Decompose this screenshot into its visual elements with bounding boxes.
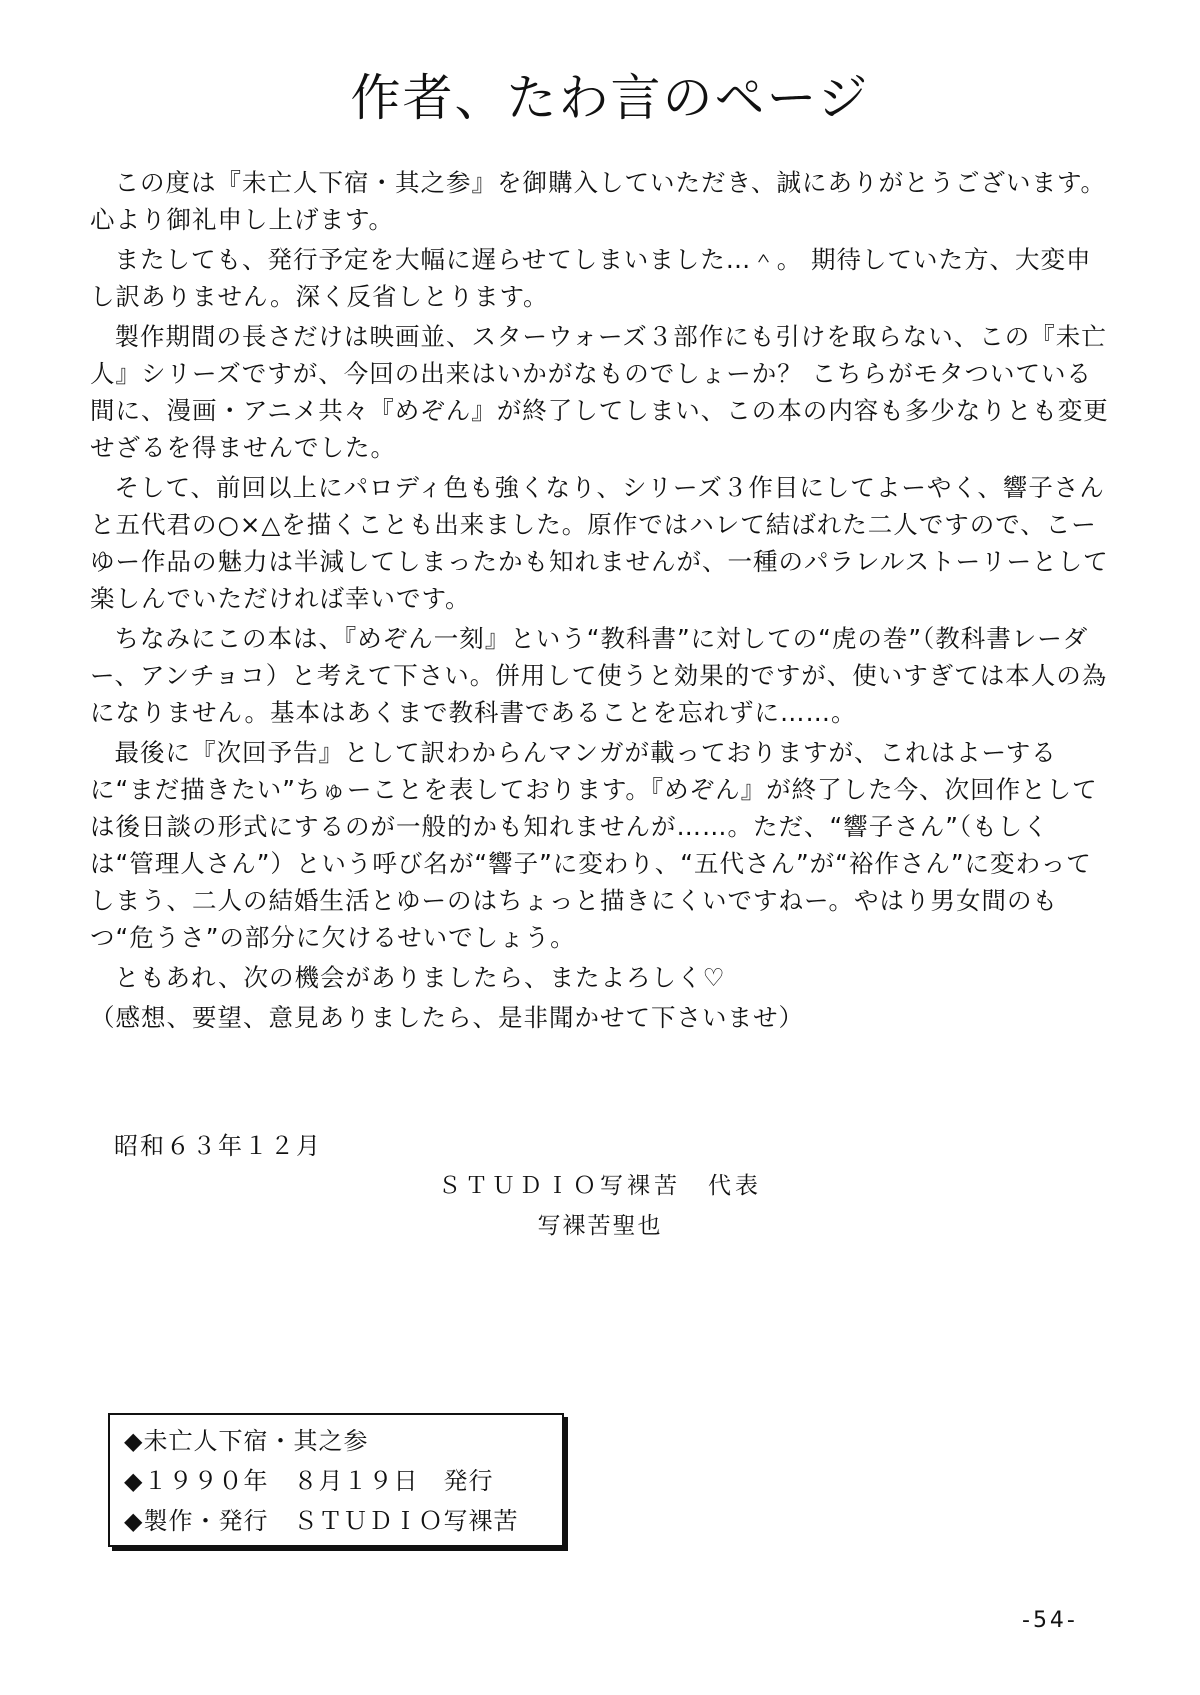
signature-studio: ＳＴＵＤＩＯ写裸苦 代表	[438, 1173, 762, 1199]
page-title: 作者、たわ言のページ	[350, 69, 870, 127]
colophon-publisher: ◆製作・発行 ＳＴＵＤＩＯ写裸苦	[124, 1507, 519, 1535]
colophon-date: ◆１９９０年 ８月１９日 発行	[124, 1467, 494, 1495]
paragraph: またしても、発行予定を大幅に遅らせてしまいました…＾。 期待していた方、大変申し訳ありません。深く反省しとります。	[90, 245, 1092, 311]
paragraph: そして、前回以上にパロディ色も強くなり、シリーズ３作目にしてよーやく、響子さんと五代君の○×△を描くことも出来ました。原作ではハレて結ばれた二人ですので、こーゆー作品の魅力は半減してしまったかも知れませんが、一種のパラレルストーリーとして楽しんでいただければ幸いです。	[90, 473, 1109, 613]
colophon-title: ◆未亡人下宿・其之参	[124, 1427, 369, 1455]
page-number: -54-	[1022, 1608, 1078, 1633]
paragraph: この度は『未亡人下宿・其之参』を御購入していただき、誠にありがとうございます。心より御礼申し上げます。	[90, 168, 1107, 234]
colophon-box	[108, 1413, 564, 1547]
paragraph: 製作期間の長さだけは映画並、スターウォーズ３部作にも引けを取らない、この『未亡人』シリーズですが、今回の出来はいかがなものでしょーか？ こちらがモタついている間に、漫画・アニメ共々『めぞん』が終了してしまい、この本の内容も多少なりとも変更せざるを得ませんでした。	[90, 322, 1109, 462]
paragraph: ちなみにこの本は、『めぞん一刻』という“教科書”に対しての“虎の巻”（教科書レーダー、アンチョコ）と考えて下さい。併用して使うと効果的ですが、使いすぎては本人の為になりません。基本はあくまで教科書であることを忘れずに……。	[90, 624, 1108, 727]
date-line: 昭和６３年１２月	[114, 1132, 322, 1160]
paragraph: 最後に『次回予告』として訳わからんマンガが載っておりますが、これはよーするに“まだ描きたい”ちゅーことを表しております。『めぞん』が終了した今、次回作としては後日談の形式にするのが一般的かも知れませんが……。ただ、“響子さん”（もしくは“管理人さん”）という呼び名が“響子”に変わり、“五代さん”が“裕作さん”に変わってしまう、二人の結婚生活とゆーのはちょっと描きにくいですねー。やはり男女間のもつ“危うさ”の部分に欠けるせいでしょう。	[90, 738, 1098, 952]
signature	[430, 1166, 770, 1246]
paragraph: （感想、要望、意見ありましたら、是非聞かせて下さいませ）	[90, 1003, 804, 1032]
signature-name: 写裸苦聖也	[537, 1213, 663, 1239]
afterword-body	[90, 164, 1110, 1039]
paragraph: ともあれ、次の機会がありましたら、またよろしく♡	[114, 963, 726, 992]
